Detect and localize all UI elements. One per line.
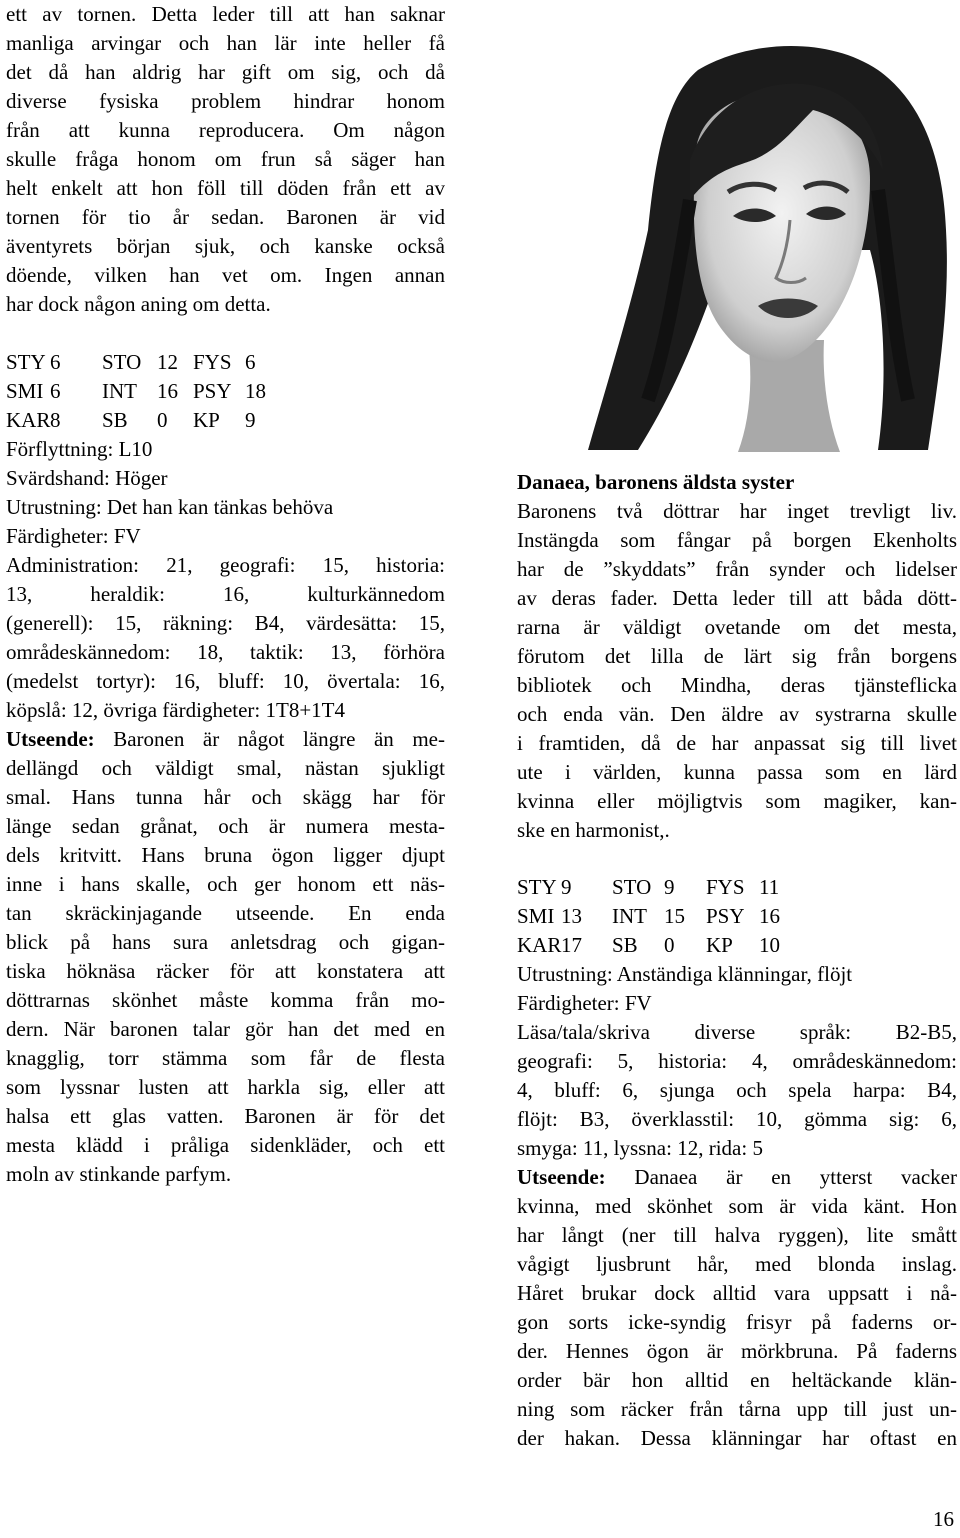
stat-label: PSY — [193, 379, 232, 403]
text-line: moln av stinkande parfym. — [6, 1162, 232, 1186]
danaea-skills — [517, 1018, 957, 1163]
stat-value: 6 — [50, 350, 61, 374]
section-title-text: Danaea, baronens äldsta syster — [517, 470, 795, 494]
stat-value: 12 — [157, 350, 178, 374]
equipment: Utrustning: Anständiga klänningar, flöjt — [517, 962, 853, 986]
text-line — [6, 725, 445, 754]
skills-heading: Färdigheter: FV — [517, 991, 652, 1015]
stat-value: 9 — [664, 875, 675, 899]
text-line: äventyrets början sjuk, och kanske också — [6, 234, 445, 258]
text-line: Läsa/tala/skriva diverse språk: B2-B5, — [517, 1020, 957, 1044]
stat-row — [517, 931, 957, 960]
stat-value: 16 — [759, 904, 780, 928]
text-line: länge sedan grånat, och är numera mesta- — [6, 814, 445, 838]
appearance-label: Utseende: — [6, 727, 95, 751]
stat-row — [517, 902, 957, 931]
danaea-appearance — [517, 1163, 957, 1453]
stat-row — [6, 406, 445, 435]
stat-value: 16 — [157, 379, 178, 403]
stat-value: 6 — [245, 350, 256, 374]
text-line: dels kritvitt. Hans bruna ögon ligger djupt — [6, 843, 445, 867]
stat-label: INT — [102, 379, 137, 403]
stat-value: 0 — [157, 408, 168, 432]
text-line: i framtiden, då de har anpassat sig till livet — [517, 731, 957, 755]
appearance-label: Utseende: — [517, 1165, 606, 1189]
stat-label: STY — [517, 875, 557, 899]
text-line: der. Hennes ögon är mörkbruna. På faderns — [517, 1339, 957, 1363]
stat-value: 17 — [561, 933, 582, 957]
text-line: manliga arvingar och han lär inte heller få — [6, 31, 445, 55]
text-line: 13, heraldik: 16, kulturkännedom — [6, 582, 445, 606]
stat-value: 10 — [759, 933, 780, 957]
text-line: dellängd och väldigt smal, nästan sjukligt — [6, 756, 445, 780]
text-line: helt enkelt att hon föll till döden från ett av — [6, 176, 445, 200]
text-line: tornen för tio år sedan. Baronen är vid — [6, 205, 445, 229]
text-line: (medelst tortyr): 16, bluff: 10, övertala: 16, — [6, 669, 445, 693]
stat-value: 9 — [561, 875, 572, 899]
stat-label: STO — [612, 875, 652, 899]
text-line: Håret brukar dock alltid vara uppsatt i nå- — [517, 1281, 957, 1305]
stat-label: SMI — [517, 904, 555, 928]
stat-value: 13 — [561, 904, 582, 928]
text-line: kvinna eller möjligtvis som magiker, kan- — [517, 789, 957, 813]
text-line: blick på hans sura anletsdrag och gigan- — [6, 930, 445, 954]
text-line: der hakan. Dessa klänningar har oftast en — [517, 1426, 957, 1450]
text-line: order bär hon alltid en heltäckande klän- — [517, 1368, 957, 1392]
text-line: döttrarnas skönhet måste komma från mo- — [6, 988, 445, 1012]
text-line: ute i världen, kunna passa som en lärd — [517, 760, 957, 784]
stat-label: KAR — [6, 408, 51, 432]
text-line: från att kunna reproducera. Om någon — [6, 118, 445, 142]
appearance-first: Baronen är något längre än me- — [113, 727, 445, 751]
skills-heading: Färdigheter: FV — [6, 524, 141, 548]
text-line: tiska höknäsa räcker för att konstatera att — [6, 959, 445, 983]
baron-intro — [6, 0, 445, 319]
baron-appearance — [6, 725, 445, 1189]
baron-skills — [6, 551, 445, 725]
danaea-intro — [517, 497, 957, 845]
text-line: bibliotek och Mindha, deras tjänsteflicka — [517, 673, 957, 697]
text-line: ske en harmonist,. — [517, 818, 670, 842]
text-line: ett av tornen. Detta leder till att han saknar — [6, 2, 445, 26]
text-line: områdeskännedom: 18, taktik: 13, förhöra — [6, 640, 445, 664]
text-line: rarna är väldigt ovetande om det mesta, — [517, 615, 957, 639]
stat-row — [6, 348, 445, 377]
stat-label: SB — [612, 933, 638, 957]
text-line: förutom det lilla de lärt sig från borgens — [517, 644, 957, 668]
stat-row — [517, 873, 957, 902]
text-line: har dock någon aning om detta. — [6, 292, 271, 316]
stat-label: FYS — [706, 875, 745, 899]
text-line: vågigt ljusbrunt hår, med blonda inslag. — [517, 1252, 957, 1276]
section-title — [517, 468, 957, 497]
stat-value: 9 — [245, 408, 256, 432]
text-line: Baronens två döttrar har inget trevligt liv. — [517, 499, 957, 523]
stat-label: SMI — [6, 379, 44, 403]
text-line: mesta klädd i pråliga sidenkläder, och ett — [6, 1133, 445, 1157]
stat-label: STY — [6, 350, 46, 374]
right-column — [517, 468, 957, 1453]
text-line: diverse fysiska problem hindrar honom — [6, 89, 445, 113]
baron-stat-block — [6, 348, 445, 551]
stat-value: 15 — [664, 904, 685, 928]
text-line: 4, bluff: 6, sjunga och spela harpa: B4, — [517, 1078, 957, 1102]
stat-row — [6, 377, 445, 406]
text-line: som lyssnar lusten att harkla sig, eller att — [6, 1075, 445, 1099]
text-line: gon sorts icke-syndig frisyr på faderns or- — [517, 1310, 957, 1334]
left-column — [6, 0, 445, 1189]
stat-label: INT — [612, 904, 647, 928]
text-line — [517, 1163, 957, 1192]
stat-label: KP — [706, 933, 733, 957]
stat-value: 8 — [50, 408, 61, 432]
text-line: (generell): 15, räkning: B4, värdesätta: 15, — [6, 611, 445, 635]
text-line: kvinna, med skönhet som är vida känt. Hon — [517, 1194, 957, 1218]
stat-label: SB — [102, 408, 128, 432]
text-line: det då han aldrig har gift om sig, och då — [6, 60, 445, 84]
text-line: flöjt: B3, överklasstil: 10, gömma sig: 6, — [517, 1107, 957, 1131]
stat-value: 0 — [664, 933, 675, 957]
danaea-stat-block — [517, 873, 957, 1018]
text-line: Instängda som fångar på borgen Ekenholts — [517, 528, 957, 552]
stat-label: KAR — [517, 933, 562, 957]
appearance-first: Danaea är en ytterst vacker — [634, 1165, 958, 1189]
text-line: ning som räcker från tårna upp till just un- — [517, 1397, 957, 1421]
stat-label: KP — [193, 408, 220, 432]
sword-hand: Svärdshand: Höger — [6, 466, 168, 490]
text-line: Administration: 21, geografi: 15, historia: — [6, 553, 445, 577]
danaea-portrait — [578, 40, 956, 452]
stat-label: FYS — [193, 350, 232, 374]
text-line: smyga: 11, lyssna: 12, rida: 5 — [517, 1136, 763, 1160]
movement: Förflyttning: L10 — [6, 437, 153, 461]
stat-label: STO — [102, 350, 142, 374]
text-line: inne i hans skalle, och ger honom ett näs- — [6, 872, 445, 896]
text-line: geografi: 5, historia: 4, områdeskännedom: — [517, 1049, 957, 1073]
text-line: dern. När baronen talar gör han det med en — [6, 1017, 445, 1041]
text-line: skulle fråga honom om frun så säger han — [6, 147, 445, 171]
text-line: döende, vilken han vet om. Ingen annan — [6, 263, 445, 287]
text-line: halsa ett glas vatten. Baronen är för det — [6, 1104, 445, 1128]
text-line: smal. Hans tunna hår och skägg har för — [6, 785, 445, 809]
stat-value: 11 — [759, 875, 780, 899]
text-line: och enda vän. Den äldre av systrarna skulle — [517, 702, 957, 726]
text-line: köpslå: 12, övriga färdigheter: 1T8+1T4 — [6, 698, 346, 722]
page-number: 16 — [933, 1507, 954, 1531]
text-line: knagglig, torr stämma som får de flesta — [6, 1046, 445, 1070]
equipment: Utrustning: Det han kan tänkas behöva — [6, 495, 334, 519]
stat-value: 18 — [245, 379, 266, 403]
text-line: av deras fader. Detta leder till att båda dött- — [517, 586, 957, 610]
text-line: har de ”skyddats” från synder och lidelser — [517, 557, 957, 581]
stat-label: PSY — [706, 904, 745, 928]
text-line: tan skräckinjagande utseende. En enda — [6, 901, 445, 925]
text-line: har långt (ner till halva ryggen), lite smått — [517, 1223, 957, 1247]
stat-value: 6 — [50, 379, 61, 403]
